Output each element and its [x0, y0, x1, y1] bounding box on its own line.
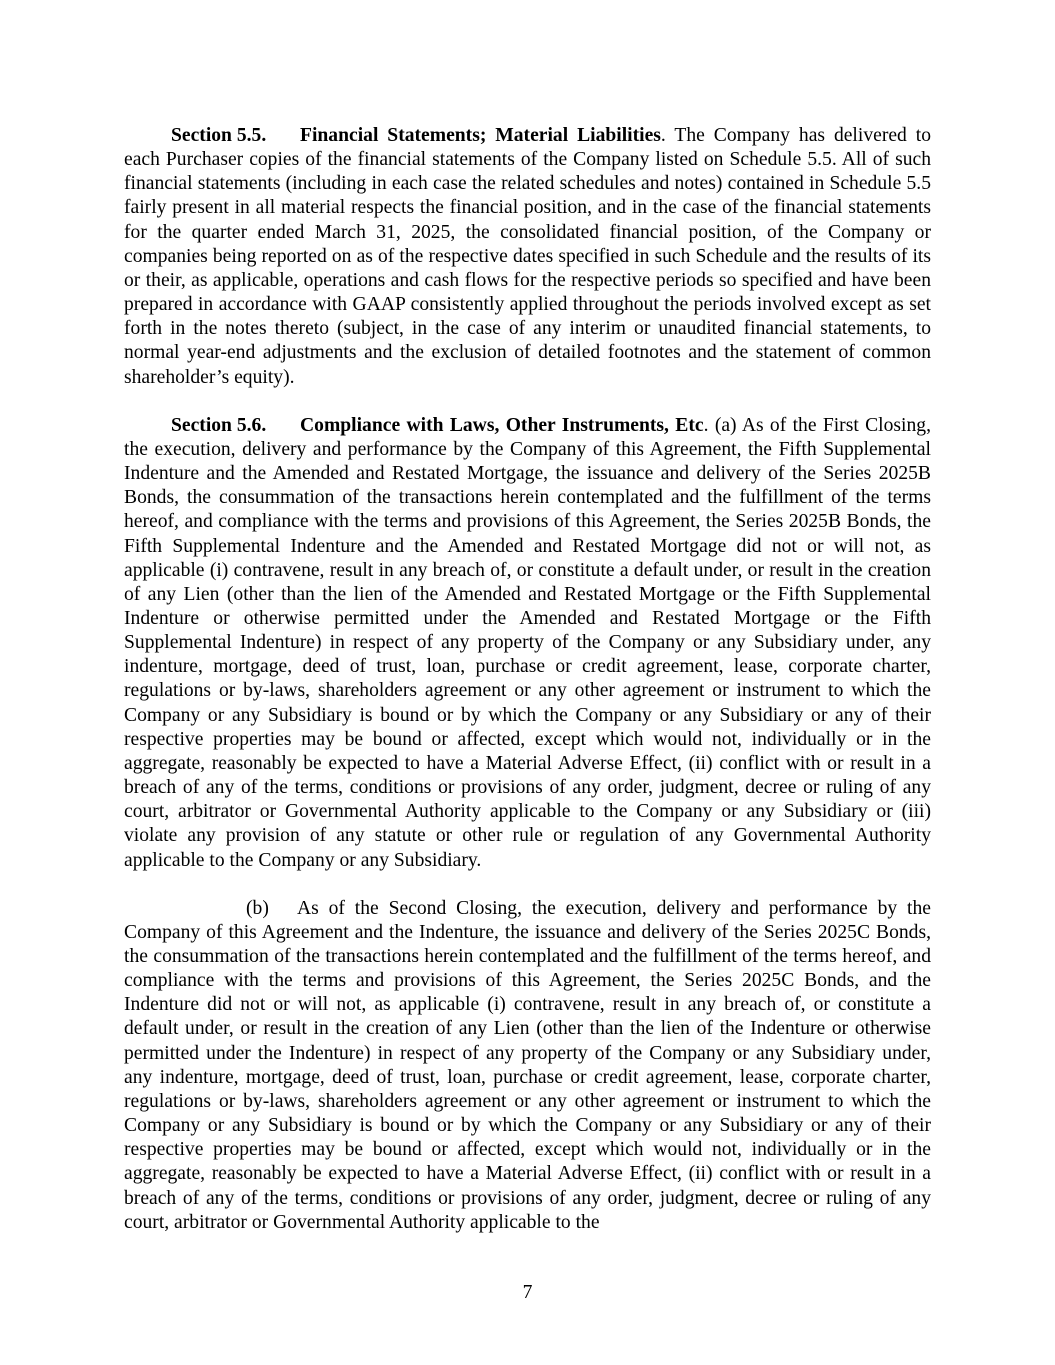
page-number: 7: [522, 1282, 533, 1303]
section-5-5-title: Financial Statements; Material Liabilities: [300, 125, 661, 146]
subsection-b-label: (b): [246, 897, 269, 919]
section-5-5-paragraph: [124, 124, 931, 390]
section-5-6-body: (a) As of the First Closing, the execution, delivery and performance by the Company of this Agreement, the Fifth Supplemental Indenture and the Amended and Restated Mortgage, the issuance and delivery of the Series 2025B Bonds, the consummation of the transactions herein contemplated and the fulfillment of the terms hereof, and compliance with the terms and provisions of this Agreement, the Series 2025B Bonds, the Fifth Supplemental Indenture and the Amended and Restated Mortgage did not or will not, as applicable (i) contravene, result in any breach of, or constitute a default under, or result in the creation of any Lien (other than the lien of the Amended and Restated Mortgage or the Fifth Supplemental Indenture or otherwise permitted under the Amended and Restated Mortgage or the Fifth Supplemental Indenture) in respect of any property of the Company or any Subsidiary under, any indenture, mortgage, deed of trust, loan, purchase or credit agreement, lease, corporate charter, regulations or by-laws, shareholders agreement or any other agreement or instrument to which the Company or any Subsidiary is bound or by which the Company or any Subsidiary or any of their respective properties may be bound or affected, except which would not, individually or in the aggregate, reasonably be expected to have a Material Adverse Effect, (ii) conflict with or result in a breach of any of the terms, conditions or provisions of any order, judgment, decree or ruling of any court, arbitrator or Governmental Authority applicable to the Company or any Subsidiary or (iii) violate any provision of any statute or other rule or regulation of any Governmental Authority applicable to the Company or any Subsidiary.: [124, 414, 931, 871]
section-5-6-title: Compliance with Laws, Other Instruments, Etc: [300, 414, 704, 436]
section-5-6-number: Section 5.6.: [171, 414, 267, 436]
subsection-b-body: As of the Second Closing, the execution, delivery and performance by the Company of this Agreement and the Indenture, the issuance and delivery of the Series 2025C Bonds, the consummation of the transactions herein contemplated and the fulfillment of the terms hereof, and compliance with the terms and provisions of this Agreement, the Series 2025C Bonds, and the Indenture did not or will not, as applicable (i) contravene, result in any breach of, or constitute a default under, or result in the creation of any Lien (other than the lien of the Indenture or otherwise permitted under the Indenture) in respect of any property of the Company or any Subsidiary under, any indenture, mortgage, deed of trust, loan, purchase or credit agreement, lease, corporate charter, regulations or by-laws, shareholders agreement or any other agreement or instrument to which the Company or any Subsidiary is bound or by which the Company or any Subsidiary or any of their respective properties may be bound or affected, except which would not, individually or in the aggregate, reasonably be expected to have a Material Adverse Effect, (ii) conflict with or result in a breach of any of the terms, conditions or provisions of any order, judgment, decree or ruling of any court, arbitrator or Governmental Authority applicable to the: [124, 897, 931, 1233]
section-5-6-b-paragraph: [124, 897, 931, 1235]
section-5-5-body: The Company has delivered to each Purchaser copies of the financial statements of the Company listed on Schedule 5.5. All of such financial statements (including in each case the related schedules and notes) contained in Schedule 5.5 fairly present in all material respects the financial position, and in the case of the financial statements for the quarter ended March 31, 2025, the consolidated financial position, of the Company or companies being reported on as of the respective dates specified in such Schedule and the results of its or their, as applicable, operations and cash flows for the respective periods so specified and have been prepared in accordance with GAAP consistently applied throughout the periods involved except as set forth in the notes thereto (subject, in the case of any interim or unaudited financial statements, to normal year-end adjustments and the exclusion of detailed footnotes and the statement of common shareholder’s equity).: [124, 125, 932, 388]
section-5-6-paragraph: [124, 414, 931, 873]
section-5-5-number: Section 5.5.: [171, 125, 267, 146]
document-page: [124, 124, 931, 1235]
section-5-5-title-period: .: [660, 125, 666, 146]
section-5-6-title-period: .: [703, 414, 709, 436]
